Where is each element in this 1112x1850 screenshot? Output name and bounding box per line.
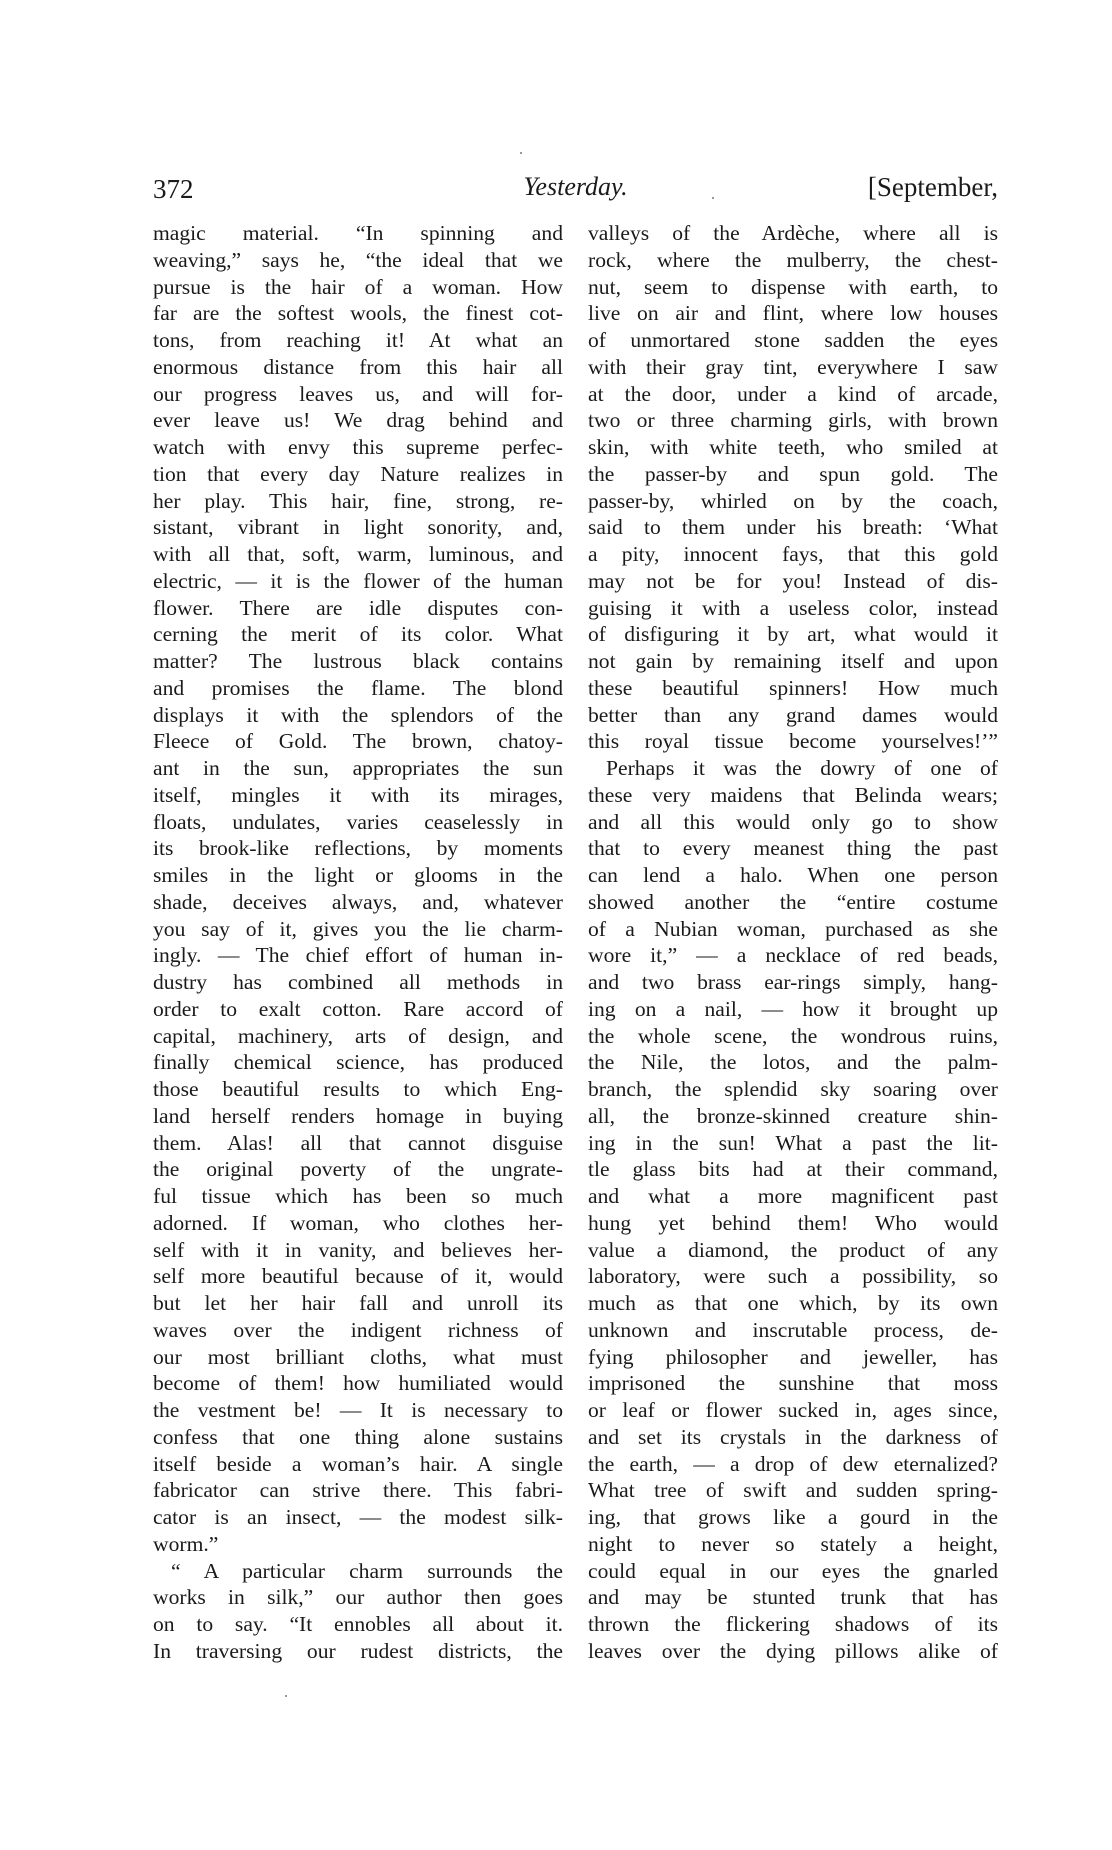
page-number: 372 xyxy=(153,174,194,204)
text-line: its brook-like reflections, by moments xyxy=(153,836,563,861)
text-line: could equal in our eyes the gnarled xyxy=(588,1558,998,1583)
text-line: unknown and inscrutable process, de- xyxy=(588,1317,998,1342)
text-line: passer-by, whirled on by the coach, xyxy=(588,488,998,513)
text-line: confess that one thing alone sustains xyxy=(153,1424,563,1449)
text-line: fying philosopher and jeweller, has xyxy=(588,1344,998,1369)
text-line: these beautiful spinners! How much xyxy=(588,675,998,700)
text-line: our progress leaves us, and will for- xyxy=(153,381,563,406)
text-line: wore it,” — a necklace of red beads, xyxy=(588,943,998,968)
text-line: ever leave us! We drag behind and xyxy=(153,408,563,433)
text-line: the whole scene, the wondrous ruins, xyxy=(588,1023,998,1048)
text-line: skin, with white teeth, who smiled at xyxy=(588,435,998,459)
text-line: and may be stunted trunk that has xyxy=(588,1585,998,1610)
text-line: worm.” xyxy=(153,1531,219,1556)
text-line: dustry has combined all methods in xyxy=(153,970,563,994)
text-line: value a diamond, the product of any xyxy=(588,1237,998,1262)
print-speck xyxy=(520,152,522,154)
text-line: cator is an insect, — the modest silk- xyxy=(153,1505,563,1529)
text-line: cerning the merit of its color. What xyxy=(153,622,563,647)
text-line: itself, mingles it with its mirages, xyxy=(153,782,563,807)
text-line: of unmortared stone sadden the eyes xyxy=(588,328,998,352)
text-line: land herself renders homage in buying xyxy=(153,1103,563,1128)
text-line: can lend a halo. When one person xyxy=(588,863,998,887)
text-line: In traversing our rudest districts, the xyxy=(153,1638,563,1663)
text-line: magic material. “In spinning and xyxy=(153,221,563,245)
text-line: hung yet behind them! Who would xyxy=(588,1210,998,1235)
running-head xyxy=(153,170,998,210)
text-line: the original poverty of the ungrate- xyxy=(153,1157,563,1182)
text-line: “ A particular charm surrounds the xyxy=(171,1558,563,1583)
text-line: order to exalt cotton. Rare accord of xyxy=(153,996,563,1021)
text-line: capital, machinery, arts of design, and xyxy=(153,1023,563,1048)
text-line: become of them! how humiliated would xyxy=(153,1371,563,1396)
text-line: self with it in vanity, and believes her- xyxy=(153,1237,563,1262)
text-line: ing in the sun! What a past the lit- xyxy=(588,1130,998,1155)
running-title: Yesterday. xyxy=(523,172,628,201)
text-line: laboratory, were such a possibility, so xyxy=(588,1264,998,1289)
text-line: on to say. “It ennobles all about it. xyxy=(153,1612,563,1636)
text-line: works in silk,” our author then goes xyxy=(153,1585,563,1610)
right-column xyxy=(588,220,998,1665)
text-line: of a Nubian woman, purchased as she xyxy=(588,916,998,941)
text-line: fabricator can strive there. This fabri- xyxy=(153,1478,563,1503)
text-line: you say of it, gives you the lie charm- xyxy=(153,916,563,941)
text-line: watch with envy this supreme perfec- xyxy=(153,435,563,459)
text-line: nut, seem to dispense with earth, to xyxy=(588,274,998,299)
text-line: and two brass ear-rings simply, hang- xyxy=(588,970,998,994)
text-line: that to every meanest thing the past xyxy=(588,836,998,861)
text-line: itself beside a woman’s hair. A single xyxy=(153,1451,563,1476)
text-line: smiles in the light or glooms in the xyxy=(153,863,563,887)
text-line: ingly. — The chief effort of human in- xyxy=(153,943,563,968)
text-line: pursue is the hair of a woman. How xyxy=(153,274,563,299)
text-line: rock, where the mulberry, the chest- xyxy=(588,247,998,272)
text-line: Perhaps it was the dowry of one of xyxy=(606,756,998,780)
text-line: far are the softest wools, the finest cot- xyxy=(153,301,563,326)
text-line: and set its crystals in the darkness of xyxy=(588,1424,998,1449)
text-line: night to never so stately a height, xyxy=(588,1531,998,1556)
text-line: thrown the flickering shadows of its xyxy=(588,1612,998,1636)
text-line: matter? The lustrous black contains xyxy=(153,649,563,673)
text-line: and what a more magnificent past xyxy=(588,1184,998,1208)
text-line: our most brilliant cloths, what must xyxy=(153,1344,563,1369)
text-line: sistant, vibrant in light sonority, and, xyxy=(153,515,563,540)
text-line: shade, deceives always, and, whatever xyxy=(153,889,563,914)
text-line: flower. There are idle disputes con- xyxy=(153,595,563,620)
text-line: live on air and flint, where low houses xyxy=(588,301,998,326)
text-line: may not be for you! Instead of dis- xyxy=(588,568,998,593)
text-line: and all this would only go to show xyxy=(588,809,998,834)
running-date: [September, xyxy=(867,172,998,202)
text-line: Fleece of Gold. The brown, chatoy- xyxy=(153,729,563,754)
text-line: all, the bronze-skinned creature shin- xyxy=(588,1103,998,1128)
text-line: with all that, soft, warm, luminous, and xyxy=(153,542,563,566)
text-line: the vestment be! — It is necessary to xyxy=(153,1398,563,1422)
text-line: tion that every day Nature realizes in xyxy=(153,461,563,486)
text-line: branch, the splendid sky soaring over xyxy=(588,1077,998,1101)
text-line: at the door, under a kind of arcade, xyxy=(588,381,998,406)
text-line: valleys of the Ardèche, where all is xyxy=(588,221,998,245)
text-line: her play. This hair, fine, strong, re- xyxy=(153,488,563,513)
text-line: said to them under his breath: ‘What xyxy=(588,515,998,540)
text-line: finally chemical science, has produced xyxy=(153,1050,563,1075)
text-line: or leaf or flower sucked in, ages since, xyxy=(588,1398,998,1422)
text-line: ful tissue which has been so much xyxy=(153,1184,563,1208)
text-line: tons, from reaching it! At what an xyxy=(153,328,563,352)
text-line: guising it with a useless color, instead xyxy=(588,595,998,620)
text-line: adorned. If woman, who clothes her- xyxy=(153,1210,563,1235)
text-line: self more beautiful because of it, would xyxy=(153,1264,563,1289)
text-line: ant in the sun, appropriates the sun xyxy=(153,756,563,780)
text-line: and promises the flame. The blond xyxy=(153,675,563,700)
text-line: a pity, innocent fays, that this gold xyxy=(588,542,998,566)
text-line: showed another the “entire costume xyxy=(588,889,998,914)
text-line: of disfiguring it by art, what would it xyxy=(588,622,998,647)
text-line: electric, — it is the flower of the human xyxy=(153,568,563,593)
text-line: much as that one which, by its own xyxy=(588,1291,998,1315)
text-line: leaves over the dying pillows alike of xyxy=(588,1638,998,1663)
text-line: waves over the indigent richness of xyxy=(153,1317,563,1342)
text-line: them. Alas! all that cannot disguise xyxy=(153,1130,563,1155)
text-line: not gain by remaining itself and upon xyxy=(588,649,998,673)
text-line: imprisoned the sunshine that moss xyxy=(588,1371,998,1396)
text-line: better than any grand dames would xyxy=(588,702,998,727)
text-line: this royal tissue become yourselves!’” xyxy=(588,729,998,754)
text-line: with their gray tint, everywhere I saw xyxy=(588,354,998,379)
text-line: displays it with the splendors of the xyxy=(153,702,563,727)
text-line: tle glass bits had at their command, xyxy=(588,1157,998,1182)
text-line: enormous distance from this hair all xyxy=(153,354,563,379)
text-line: those beautiful results to which Eng- xyxy=(153,1077,563,1101)
text-line: weaving,” says he, “the ideal that we xyxy=(153,247,563,272)
text-line: the passer-by and spun gold. The xyxy=(588,461,998,486)
text-line: ing on a nail, — how it brought up xyxy=(588,996,998,1021)
text-line: floats, undulates, varies ceaselessly in xyxy=(153,809,563,834)
text-line: ing, that grows like a gourd in the xyxy=(588,1505,998,1529)
left-column xyxy=(153,220,563,1665)
text-line: but let her hair fall and unroll its xyxy=(153,1291,563,1315)
text-line: two or three charming girls, with brown xyxy=(588,408,998,433)
text-line: the earth, — a drop of dew eternalized? xyxy=(588,1451,998,1476)
text-line: What tree of swift and sudden spring- xyxy=(588,1478,998,1503)
print-speck xyxy=(285,1695,287,1697)
print-speck xyxy=(712,197,714,199)
text-line: these very maidens that Belinda wears; xyxy=(588,782,998,807)
text-line: the Nile, the lotos, and the palm- xyxy=(588,1050,998,1075)
